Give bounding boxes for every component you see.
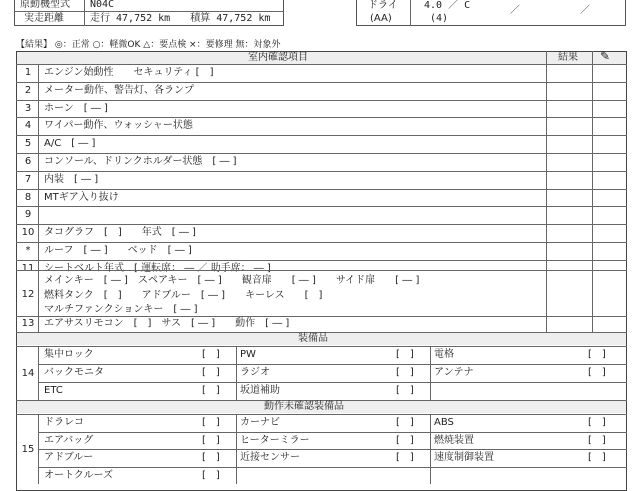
equipment-label: アンテナ	[434, 367, 474, 378]
equipment-checkbox[interactable]: [ ]	[588, 435, 606, 446]
equipment-checkbox[interactable]: [ ]	[588, 417, 606, 428]
equipment-checkbox[interactable]: [ ]	[202, 470, 220, 481]
equipment-checkbox[interactable]: [ ]	[396, 452, 414, 463]
row-number: 13	[21, 318, 35, 329]
equipment-label: 速度制御装置	[434, 452, 494, 463]
dry-label: ドライ	[368, 0, 398, 11]
equipment-label: 坂道補助	[240, 385, 280, 396]
equipment-checkbox[interactable]: [ ]	[396, 417, 414, 428]
row-number: 5	[24, 138, 32, 149]
check-item-text: ワイパー動作、ウォッシャー状態	[44, 120, 193, 131]
model-value: N04C	[90, 0, 115, 10]
equipment-checkbox[interactable]: [ ]	[202, 367, 220, 378]
equipment-label: カーナビ	[240, 417, 280, 428]
equipment-section-title: 装備品	[298, 333, 328, 344]
equipment-label: オートクルーズ	[44, 470, 113, 481]
dry-value: 4.0 ／ C	[424, 0, 471, 11]
check-item-text: ルーフ [ ― ] ベッド [ ― ]	[44, 245, 192, 256]
interior-check-title: 室内確認項目	[248, 52, 308, 63]
key-items-line2: 燃料タンク [ ] アドブルー [ ― ] キーレス [ ]	[44, 290, 323, 301]
equipment-label: PW	[240, 349, 256, 360]
row-number: 1	[24, 67, 32, 78]
row-number: 9	[24, 209, 32, 220]
equipment-label: 電格	[434, 349, 454, 360]
row-number: 7	[24, 174, 32, 185]
equipment-label: 近接センサー	[240, 452, 300, 463]
row-number: 14	[21, 368, 35, 379]
equipment-label: ドラレコ	[44, 417, 84, 428]
equipment-label: バックモニタ	[44, 367, 104, 378]
mileage-value: 走行 47,752 km 積算 47,752 km	[90, 13, 271, 24]
check-item-text: エンジン始動性 セキュリティ [ ]	[44, 67, 214, 78]
row-number: 6	[24, 156, 32, 167]
mileage-label: 実走距離	[24, 13, 64, 24]
row-number: 2	[24, 85, 32, 96]
equipment-checkbox[interactable]: [ ]	[396, 349, 414, 360]
check-item-text: タコグラフ [ ] 年式 [ ― ]	[44, 227, 196, 238]
row-number: 4	[24, 120, 32, 131]
equipment-checkbox[interactable]: [ ]	[202, 417, 220, 428]
equipment-label: 燃焼装置	[434, 435, 474, 446]
row-number: 11	[21, 263, 35, 274]
equipment-label: ヒーターミラー	[240, 435, 310, 446]
key-items-line1: メインキー [ ― ] スペアキー [ ― ] 観音扉 [ ― ] サイド扉 [ ― ]	[44, 275, 420, 286]
check-item-text: 内装 [ ― ]	[44, 174, 99, 185]
equipment-label: 集中ロック	[44, 349, 94, 360]
slash-marks: ／ ／	[510, 5, 590, 16]
equipment-checkbox[interactable]: [ ]	[588, 367, 606, 378]
aa-value: (4)	[430, 13, 449, 24]
key-items-line3: マルチファンクションキー [ ― ]	[44, 304, 198, 315]
check-item-text: MTギア入り抜け	[44, 192, 119, 203]
result-legend: 【結果】 ◎：正常 ○：軽微OK △：要点検 ×：要修理 無：対象外	[16, 40, 281, 50]
equipment-checkbox[interactable]: [ ]	[202, 385, 220, 396]
check-item-text: コンソール、ドリンクホルダー状態 [ ― ]	[44, 156, 237, 167]
equipment-checkbox[interactable]: [ ]	[202, 349, 220, 360]
model-label: 原動機型式	[20, 0, 70, 10]
row-number: 12	[21, 289, 35, 300]
equipment-label: ABS	[434, 417, 454, 428]
check-item-text: メーター動作、警告灯、各ランプ	[44, 85, 194, 96]
unconfirmed-section-title: 動作未確認装備品	[264, 401, 344, 412]
equipment-label: エアバッグ	[44, 435, 94, 446]
row-number: 15	[21, 444, 35, 455]
equipment-checkbox[interactable]: [ ]	[396, 367, 414, 378]
clipboard-icon: ✎	[600, 49, 611, 63]
equipment-label: ラジオ	[240, 367, 270, 378]
check-item-text: ホーン [ ― ]	[44, 103, 108, 114]
equipment-checkbox[interactable]: [ ]	[588, 349, 606, 360]
check-item-text: シートベルト年式 [ 運転席： ― ／ 助手席： ― ]	[44, 263, 271, 274]
row-number: 3	[24, 103, 32, 114]
row-number: 8	[24, 192, 32, 203]
equipment-checkbox[interactable]: [ ]	[396, 435, 414, 446]
equipment-checkbox[interactable]: [ ]	[202, 452, 220, 463]
equipment-label: ETC	[44, 385, 63, 396]
row-number: 10	[21, 227, 35, 238]
equipment-checkbox[interactable]: [ ]	[396, 385, 414, 396]
aa-label: (AA)	[370, 13, 392, 24]
equipment-checkbox[interactable]: [ ]	[588, 452, 606, 463]
check-item-text: A/C [ ― ]	[44, 138, 96, 149]
result-column-header: 結果	[558, 52, 578, 63]
air-suspension-row: エアサスリモコン [ ] サス [ ― ] 動作 [ ― ]	[44, 318, 290, 329]
row-number: *	[25, 245, 31, 256]
equipment-label: アドブルー	[44, 452, 94, 463]
equipment-checkbox[interactable]: [ ]	[202, 435, 220, 446]
